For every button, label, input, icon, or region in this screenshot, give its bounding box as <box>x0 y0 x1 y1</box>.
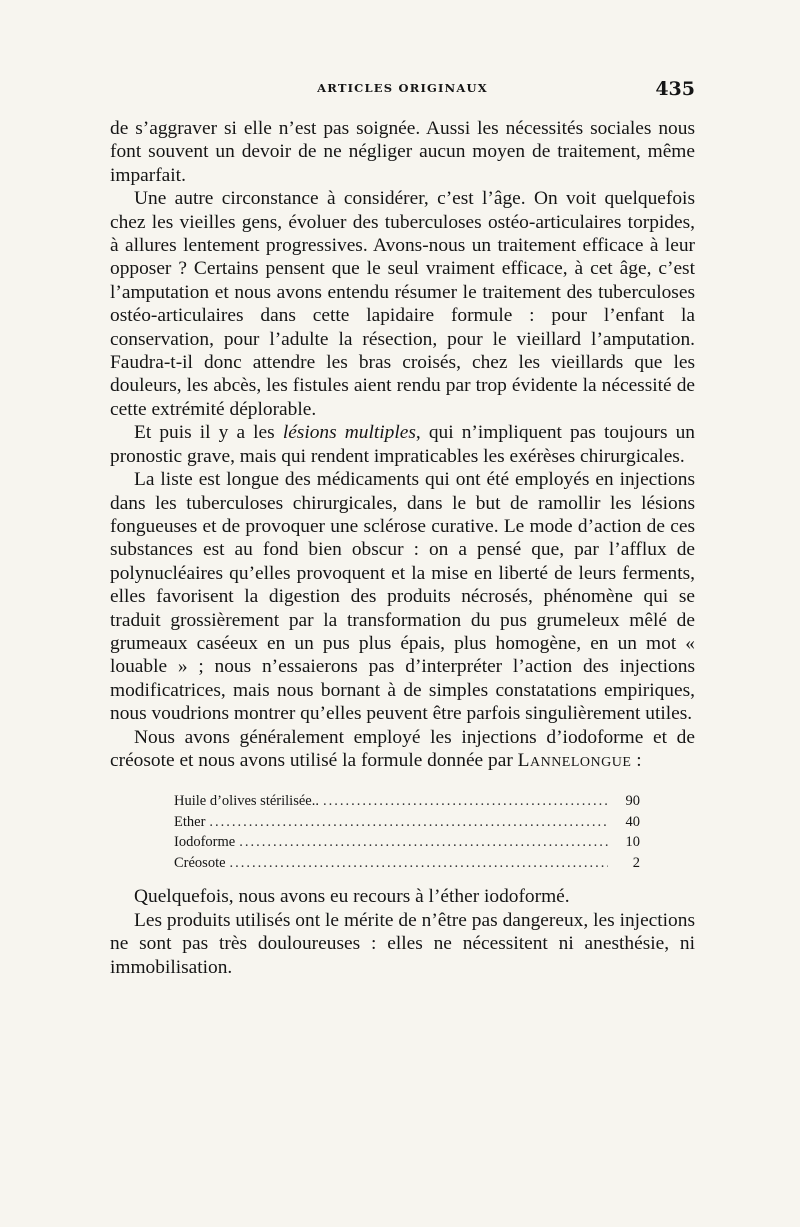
formula-row <box>174 791 640 812</box>
running-head <box>110 78 695 100</box>
dot-leader <box>209 812 608 833</box>
page-number: 435 <box>655 78 695 100</box>
paragraph-5-start: Nous avons généralement employé les injections d’iodoforme et de créosote et nous avons utilisé la formule donnée par <box>110 726 695 771</box>
formula-ingredient: Huile d’olives stérilisée.. <box>174 793 319 810</box>
formula-ingredient: Ether <box>174 813 206 830</box>
body-text <box>110 117 695 979</box>
paragraph-2: Une autre circonstance à considérer, c’est l’âge. On voit quelquefois chez les vieilles gens, évoluer des tuberculoses ostéo-articulaires torpides, à allures lentement progressives. Avons-nous un traitement efficace à leur opposer ? Certains pensent que le seul vraiment efficace, à cet âge, c’est l’amputation et nous avons entendu résumer le traitement des tuberculoses ostéo-articulaires dans cette lapidaire formule : pour l’enfant la conservation, pour l’adulte la résection, pour le vieillard l’amputation. Faudra-t-il donc attendre les bras croisés, chez les vieillards que les douleurs, les abcès, les fistules aient rendu par trop évidente la nécessité de cette extrémité déplorable. <box>110 188 695 420</box>
formula-table <box>174 791 640 873</box>
paragraph-3-end: , qui n’impliquent pas toujours un pronostic grave, mais qui rendent impraticables les exérèses chirurgicales. <box>110 422 696 467</box>
paragraph-5 <box>110 726 695 773</box>
formula-row <box>174 812 640 833</box>
formula-ingredient: Iodoforme <box>174 834 236 851</box>
paragraph-4: La liste est longue des médicaments qui ont été employés en injections dans les tuberculoses chirurgicales, dans le but de ramollir les lésions fongueuses et de provoquer une sclérose curative. Le mode d’action de ces substances est au fond bien obscur : on a pensé que, par l’afflux de polynucléaires qu’elles provoquent et la mise en liberté de leurs ferments, elles favorisent la digestion des produits nécrosés, phénomène qui se traduit grossièrement par la transformation du pus grumeleux mêlé de grumeaux caséeux en un pus plus épais, plus homogène, en un mot « louable » ; nous n’essaierons pas d’interpréter l’action des injections modificatrices, mais nous bornant à de simples constatations empiriques, nous voudrions montrer qu’elles peuvent être parfois singulièrement utiles. <box>110 469 695 725</box>
formula-ingredient: Créosote <box>174 854 226 871</box>
paragraph-6: Quelquefois, nous avons eu recours à l’éther iodoformé. <box>134 886 570 908</box>
dot-leader <box>323 791 608 812</box>
paragraph-7: Les produits utilisés ont le mérite de n’être pas dangereux, les injections ne sont pas très douloureuses : elles ne nécessitent ni anesthésie, ni immobilisation. <box>110 909 695 978</box>
formula-quantity: 2 <box>632 854 640 871</box>
running-title: ARTICLES ORIGINAUX <box>317 81 488 95</box>
lesions-multiples-term: lésions multiples <box>282 422 416 444</box>
paragraph-1: de s’aggraver si elle n’est pas soignée. Aussi les nécessités sociales nous font souvent un devoir de ne négliger aucun moyen de traitement, même imparfait. <box>110 118 695 186</box>
dot-leader <box>239 832 608 853</box>
dot-leader <box>230 853 608 874</box>
paragraph-5-end: : <box>631 749 642 771</box>
formula-row <box>174 832 640 853</box>
formula-quantity: 10 <box>625 834 640 851</box>
formula-quantity: 40 <box>625 813 640 830</box>
paragraph-3-start: Et puis il y a les <box>134 422 283 444</box>
author-name: Lannelongue <box>517 749 632 771</box>
formula-quantity: 90 <box>625 793 640 810</box>
paragraph-3 <box>110 421 695 468</box>
formula-row <box>174 853 640 874</box>
